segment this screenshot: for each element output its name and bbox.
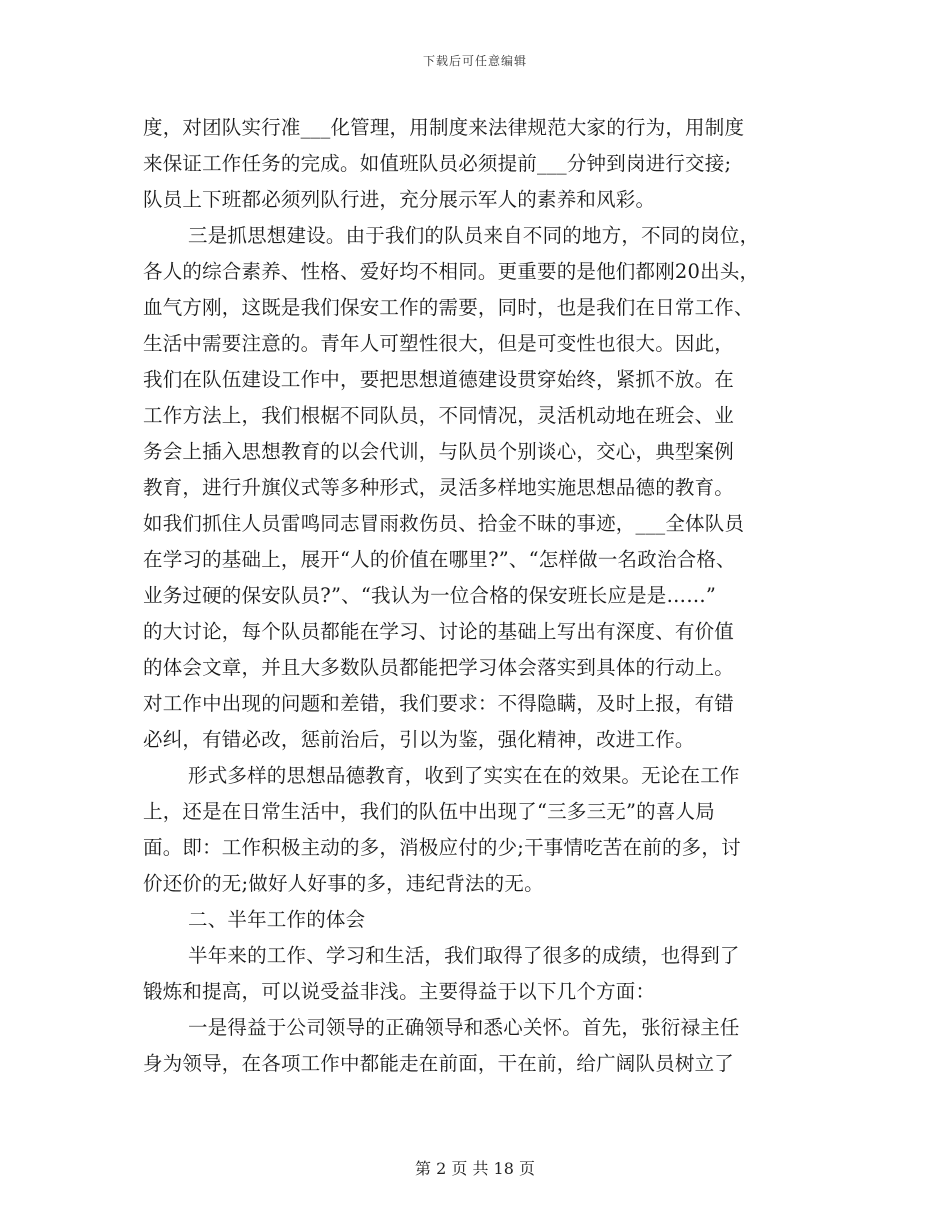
text-line: 队员上下班都必须列队行进，充分展示军人的素养和风彩。	[143, 188, 656, 211]
text-line: 的大讨论，每个队员都能在学习、讨论的基础上写出有深度、有价值	[143, 620, 735, 643]
page-header: 下载后可任意编辑	[422, 54, 527, 68]
text-line: 面。即：工作积极主动的多，消极应付的少;干事情吃苦在前的多，讨	[143, 836, 741, 859]
text-line: 各人的综合素养、性格、爱好均不相同。更重要的是他们都刚20出头，	[143, 260, 760, 283]
text-line: 半年来的工作、学习和生活，我们取得了很多的成绩，也得到了	[188, 944, 740, 967]
text-line: 在学习的基础上，展开“人的价值在哪里?”、“怎样做一名政治合格、	[143, 548, 736, 571]
text-line: 三是抓思想建设。由于我们的队员来自不同的地方，不同的岗位，	[188, 224, 760, 247]
text-line: 工作方法上，我们根椐不同队员，不同情况，灵活机动地在班会、业	[143, 404, 735, 427]
text-line: 我们在队伍建设工作中，要把思想道德建设贯穿始终，紧抓不放。在	[143, 368, 735, 391]
text-line: 教育，进行升旗仪式等多种形式，灵活多样地实施思想品德的教育。	[143, 476, 735, 499]
text-line: 来保证工作任务的完成。如值班队员必须提前___分钟到岗进行交接;	[143, 152, 732, 175]
text-line: 二、半年工作的体会	[188, 908, 366, 931]
text-line: 务会上插入思想教育的以会代训，与队员个别谈心，交心，典型案例	[143, 440, 735, 463]
text-line: 价还价的无;做好人好事的多，违纪背法的无。	[143, 872, 544, 895]
text-line: 身为领导，在各项工作中都能走在前面，干在前，给广阔队员树立了	[143, 1052, 735, 1075]
document-body	[143, 110, 823, 1082]
text-line: 的体会文章，并且大多数队员都能把学习体会落实到具体的行动上。	[143, 656, 735, 679]
text-line: 生活中需要注意的。青年人可塑性很大，但是可变性也很大。因此，	[143, 332, 735, 355]
text-line: 度，对团队实行准___化管理，用制度来法律规范大家的行为，用制度	[143, 116, 745, 139]
text-line: 对工作中出现的问题和差错，我们要求：不得隐瞒，及时上报，有错	[143, 692, 735, 715]
text-line: 锻炼和提高，可以说受益非浅。主要得益于以下几个方面：	[143, 980, 656, 1003]
text-line: 一是得益于公司领导的正确领导和悉心关怀。首先，张衍禄主任	[188, 1016, 740, 1039]
text-line: 如我们抓住人员雷鸣同志冒雨救伤员、拾金不昧的事迹，___全体队员	[143, 512, 745, 535]
text-line: 必纠，有错必改，惩前治后，引以为鉴，强化精神，改进工作。	[143, 728, 695, 751]
text-line: 血气方刚，这既是我们保安工作的需要，同时，也是我们在日常工作、	[143, 296, 754, 319]
text-line: 形式多样的思想品德教育，收到了实实在在的效果。无论在工作	[188, 764, 740, 787]
text-line: 业务过硬的保安队员?”、“我认为一位合格的保安班长应是是……”	[143, 584, 717, 607]
page-number-footer: 第 2 页 共 18 页	[415, 1159, 535, 1178]
text-line: 上，还是在日常生活中，我们的队伍中出现了“三多三无”的喜人局	[143, 800, 715, 823]
